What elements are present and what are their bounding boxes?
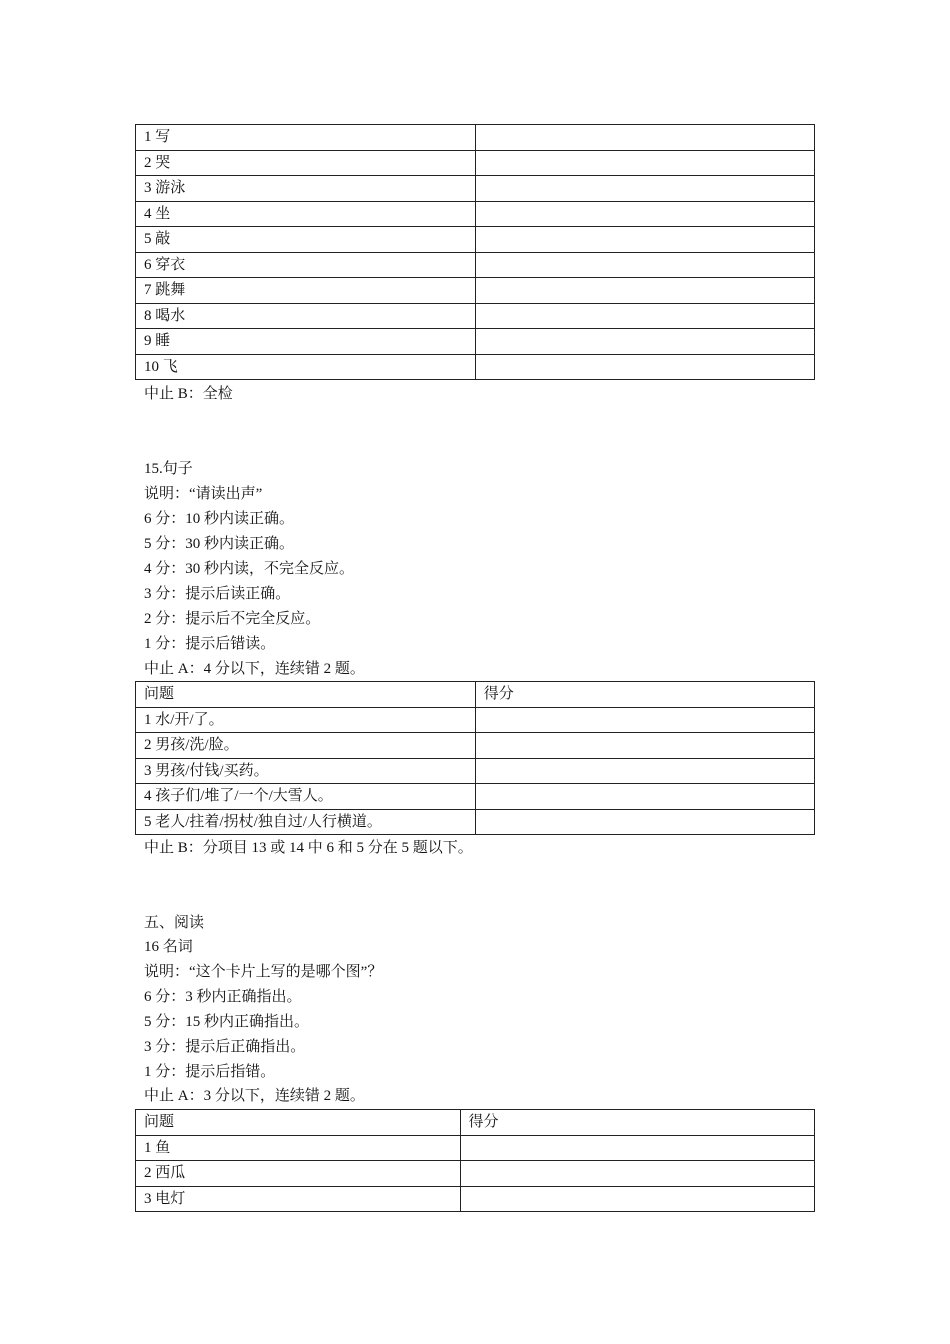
table-cell: 2 男孩/洗/脸。 (136, 733, 476, 759)
column-header: 问题 (136, 1110, 461, 1136)
table-cell: 1 鱼 (136, 1135, 461, 1161)
column-header: 问题 (136, 682, 476, 708)
table-row (136, 707, 815, 733)
subsection-title: 16 名词 (144, 939, 193, 955)
table-cell: 5 敲 (136, 227, 476, 253)
table-row (136, 758, 815, 784)
verb-table (135, 124, 815, 380)
table-cell: 1 水/开/了。 (136, 707, 476, 733)
table-row (136, 227, 815, 253)
table-row (136, 1161, 815, 1187)
score-cell (475, 278, 814, 304)
table-cell: 7 跳舞 (136, 278, 476, 304)
score-cell (475, 758, 814, 784)
table-row (136, 125, 815, 151)
criterion-text: 1 分：提示后指错。 (144, 1064, 276, 1080)
score-cell (475, 201, 814, 227)
stop-rule-a: 中止 A：3 分以下，连续错 2 题。 (144, 1088, 365, 1104)
table-header-row (136, 1110, 815, 1136)
criterion-text: 3 分：提示后正确指出。 (144, 1039, 306, 1055)
table-row (136, 329, 815, 355)
score-cell (475, 252, 814, 278)
table-row (136, 354, 815, 380)
score-cell (475, 733, 814, 759)
table-cell: 2 西瓜 (136, 1161, 461, 1187)
section-title: 五、阅读 (144, 915, 205, 931)
table-row (136, 784, 815, 810)
table-cell: 3 游泳 (136, 176, 476, 202)
table-cell: 8 喝水 (136, 303, 476, 329)
table-row (136, 733, 815, 759)
table-row (136, 303, 815, 329)
table-cell: 5 老人/拄着/拐杖/独自过/人行横道。 (136, 809, 476, 835)
score-cell (475, 809, 814, 835)
section-title: 15.句子 (144, 461, 193, 477)
table-row (136, 252, 815, 278)
stop-rule-a: 中止 A：4 分以下，连续错 2 题。 (144, 661, 365, 677)
score-cell (460, 1135, 814, 1161)
criterion-text: 5 分：15 秒内正确指出。 (144, 1014, 310, 1030)
table-row (136, 201, 815, 227)
criterion-text: 5 分：30 秒内读正确。 (144, 536, 295, 552)
score-cell (460, 1186, 814, 1212)
score-cell (475, 707, 814, 733)
table-row (136, 1186, 815, 1212)
table-row (136, 278, 815, 304)
score-cell (475, 329, 814, 355)
table-cell: 1 写 (136, 125, 476, 151)
stop-rule-b: 中止 B：全检 (144, 386, 233, 402)
criterion-text: 4 分：30 秒内读，不完全反应。 (144, 561, 355, 577)
criterion-text: 6 分：3 秒内正确指出。 (144, 989, 302, 1005)
instruction-text: 说明：“请读出声” (144, 486, 263, 502)
criterion-text: 3 分：提示后读正确。 (144, 586, 291, 602)
table-row (136, 150, 815, 176)
table-cell: 4 坐 (136, 201, 476, 227)
table-header-row (136, 682, 815, 708)
score-cell (475, 784, 814, 810)
score-cell (475, 303, 814, 329)
table-cell: 9 睡 (136, 329, 476, 355)
score-cell (475, 125, 814, 151)
score-cell (460, 1161, 814, 1187)
table-cell: 2 哭 (136, 150, 476, 176)
table-cell: 4 孩子们/堆了/一个/大雪人。 (136, 784, 476, 810)
criterion-text: 6 分：10 秒内读正确。 (144, 511, 295, 527)
table-cell: 3 电灯 (136, 1186, 461, 1212)
sentence-table (135, 681, 815, 835)
criterion-text: 1 分：提示后错读。 (144, 636, 276, 652)
table-row (136, 176, 815, 202)
table-cell: 10 飞 (136, 354, 476, 380)
instruction-text: 说明：“这个卡片上写的是哪个图”？ (144, 964, 383, 980)
table-row (136, 809, 815, 835)
column-header: 得分 (460, 1110, 814, 1136)
score-cell (475, 176, 814, 202)
table-cell: 3 男孩/付钱/买药。 (136, 758, 476, 784)
score-cell (475, 150, 814, 176)
criterion-text: 2 分：提示后不完全反应。 (144, 611, 321, 627)
table-row (136, 1135, 815, 1161)
column-header: 得分 (475, 682, 814, 708)
score-cell (475, 227, 814, 253)
table-cell: 6 穿衣 (136, 252, 476, 278)
noun-table (135, 1109, 815, 1212)
score-cell (475, 354, 814, 380)
stop-rule-b: 中止 B：分项目 13 或 14 中 6 和 5 分在 5 题以下。 (144, 840, 473, 856)
